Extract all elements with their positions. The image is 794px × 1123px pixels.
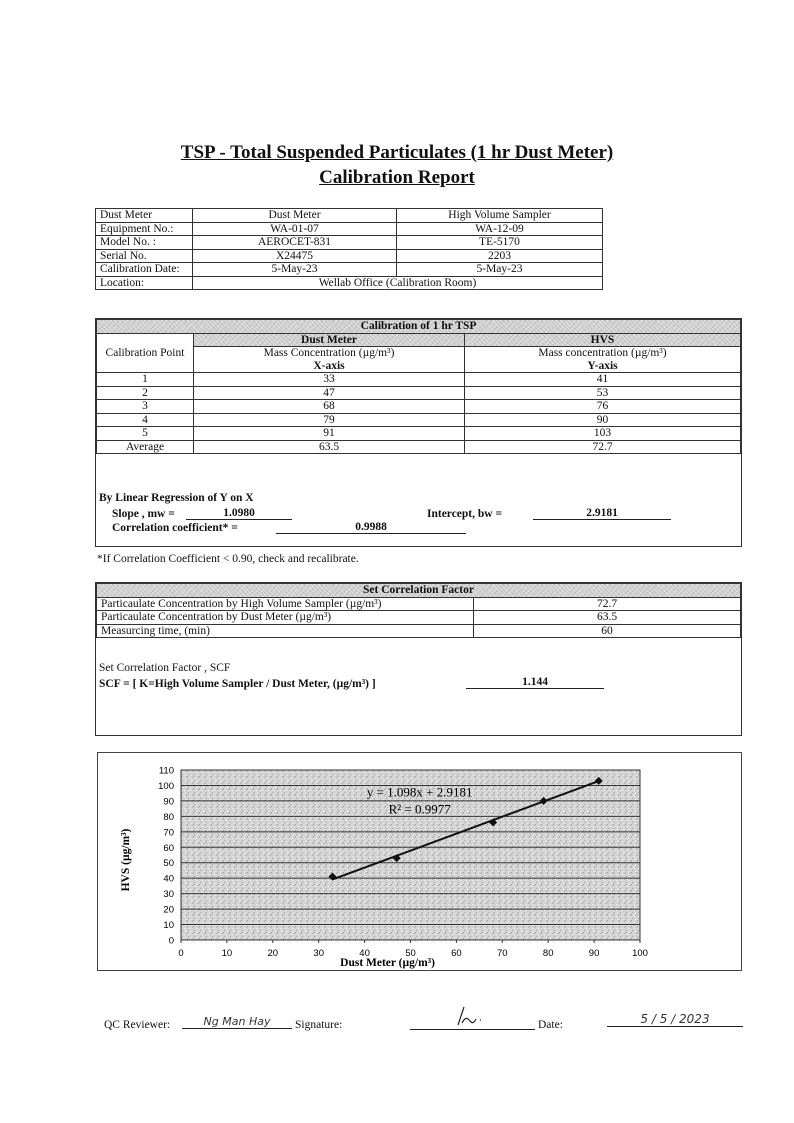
- report-title: TSP - Total Suspended Particulates (1 hr Dust Meter): [180, 142, 614, 163]
- equipment-label: Equipment No.:: [96, 222, 193, 236]
- dust-meter-header: Dust Meter: [194, 333, 465, 347]
- y-tick-label: 70: [163, 827, 174, 839]
- scf-row: [97, 624, 741, 638]
- hvs-axis-label: Y-axis: [465, 360, 741, 373]
- trendline-equation: y = 1.098x + 2.9181: [366, 784, 473, 800]
- y-axis-label: HVS (µg/m³): [120, 828, 132, 892]
- calibration-x: 47: [194, 386, 465, 400]
- scf-row-label: Particaulate Concentration by Dust Meter (µg/m³): [97, 611, 474, 625]
- scf-value: 1.144: [466, 676, 604, 689]
- x-tick-label: 50: [405, 948, 416, 959]
- location-value: Wellab Office (Calibration Room): [193, 276, 603, 290]
- scf-row-label: Measurcing time, (min): [97, 624, 474, 638]
- x-tick-label: 80: [542, 948, 554, 959]
- y-tick-label: 90: [163, 796, 174, 808]
- scf-table: [96, 583, 741, 638]
- calibration-point: 2: [97, 386, 194, 400]
- y-tick-label: 30: [163, 889, 174, 901]
- report-subtitle: Calibration Report: [319, 167, 475, 188]
- x-tick-label: 0: [178, 948, 184, 959]
- calibration-x: 79: [194, 413, 465, 427]
- reviewer-label: QC Reviewer:: [104, 1019, 171, 1031]
- calibration-point-header: Calibration Point: [97, 333, 194, 373]
- equipment-hvs-value: TE-5170: [397, 236, 603, 250]
- equipment-row: [96, 263, 603, 277]
- calibration-row: [97, 427, 741, 441]
- x-tick-label: 70: [497, 948, 508, 959]
- dust-axis-label: X-axis: [194, 360, 465, 373]
- equipment-table: [95, 208, 603, 290]
- equipment-hvs-value: 5-May-23: [397, 263, 603, 277]
- y-tick-label: 80: [163, 811, 174, 823]
- calibration-point: 3: [97, 400, 194, 414]
- date-value: 5 / 5 / 2023: [607, 1012, 743, 1027]
- scf-row-value: 72.7: [474, 597, 741, 611]
- scf-formula: SCF = [ K=High Volume Sampler / Dust Meter, (µg/m³) ]: [99, 678, 376, 690]
- equipment-label: Model No. :: [96, 236, 193, 250]
- scf-row: [97, 611, 741, 625]
- scf-row-value: 60: [474, 624, 741, 638]
- chart: [97, 752, 742, 972]
- equipment-label: Serial No.: [96, 249, 193, 263]
- calibration-y: 53: [465, 386, 741, 400]
- hvs-unit: Mass concentration (µg/m³): [465, 347, 741, 360]
- equipment-row: [96, 222, 603, 236]
- x-tick-label: 100: [632, 948, 648, 959]
- calibration-y: 76: [465, 400, 741, 414]
- calibration-point: 1: [97, 373, 194, 387]
- y-tick-label: 110: [158, 765, 174, 777]
- scf-title: Set Correlation Factor: [97, 584, 741, 598]
- calibration-row: [97, 373, 741, 387]
- slope-value: 1.0980: [186, 507, 292, 520]
- regression-heading: By Linear Regression of Y on X: [99, 492, 254, 504]
- equipment-dust-value: 5-May-23: [193, 263, 397, 277]
- equipment-label: Calibration Date:: [96, 263, 193, 277]
- average-label: Average: [97, 440, 194, 454]
- equipment-header-row: [96, 209, 603, 223]
- correlation-label: Correlation coefficient* =: [112, 522, 238, 534]
- calibration-point: 5: [97, 427, 194, 441]
- calibration-x: 91: [194, 427, 465, 441]
- equipment-row: [96, 249, 603, 263]
- r-squared-label: R² = 0.9977: [388, 801, 451, 817]
- average-y: 72.7: [465, 440, 741, 454]
- equipment-hvs-value: 2203: [397, 249, 603, 263]
- date-label: Date:: [538, 1019, 563, 1031]
- calibration-row: [97, 386, 741, 400]
- reviewer-name: Ng Man Hay: [182, 1015, 292, 1029]
- y-tick-label: 10: [163, 920, 174, 932]
- y-tick-label: 20: [163, 904, 174, 916]
- x-tick-label: 40: [359, 948, 370, 959]
- x-axis-label: Dust Meter (µg/m³): [340, 957, 435, 969]
- y-tick-label: 100: [158, 780, 174, 792]
- scf-row-value: 63.5: [474, 611, 741, 625]
- location-label: Location:: [96, 276, 193, 290]
- calibration-x: 68: [194, 400, 465, 414]
- calibration-x: 33: [194, 373, 465, 387]
- signature-label: Signature:: [295, 1019, 343, 1031]
- equipment-row: [96, 236, 603, 250]
- calibration-y: 41: [465, 373, 741, 387]
- handwritten-signature: [410, 1005, 535, 1029]
- equipment-hvs-value: WA-12-09: [397, 222, 603, 236]
- calibration-row: [97, 400, 741, 414]
- y-tick-label: 40: [163, 873, 174, 885]
- correlation-value: 0.9988: [276, 521, 466, 534]
- calibration-y: 90: [465, 413, 741, 427]
- equipment-dust-value: WA-01-07: [193, 222, 397, 236]
- equipment-header-cell: High Volume Sampler: [397, 209, 603, 223]
- equipment-header-cell: Dust Meter: [193, 209, 397, 223]
- calibration-average-row: [97, 440, 741, 454]
- equipment-dust-value: X24475: [193, 249, 397, 263]
- scf-row-label: Particaulate Concentration by High Volume Sampler (µg/m³): [97, 597, 474, 611]
- y-tick-label: 0: [168, 935, 174, 947]
- x-tick-label: 30: [313, 948, 324, 959]
- x-tick-label: 90: [588, 948, 600, 959]
- signature-line: [410, 1005, 535, 1030]
- calibration-row: [97, 413, 741, 427]
- equipment-location-row: [96, 276, 603, 290]
- intercept-label: Intercept, bw =: [427, 508, 503, 520]
- calibration-title: Calibration of 1 hr TSP: [97, 320, 741, 334]
- dust-unit: Mass Concentration (µg/m³): [194, 347, 465, 360]
- slope-label: Slope , mw =: [112, 508, 175, 520]
- y-tick-label: 50: [163, 858, 174, 870]
- equipment-dust-value: AEROCET-831: [193, 236, 397, 250]
- x-tick-label: 60: [451, 948, 462, 959]
- calibration-y: 103: [465, 427, 741, 441]
- intercept-value: 2.9181: [533, 507, 671, 520]
- y-tick-label: 60: [163, 842, 174, 854]
- hvs-header: HVS: [465, 333, 741, 347]
- x-tick-label: 20: [267, 948, 279, 959]
- equipment-header-cell: Dust Meter: [96, 209, 193, 223]
- scf-row: [97, 597, 741, 611]
- x-tick-label: 10: [221, 948, 233, 959]
- scf-heading: Set Correlation Factor , SCF: [99, 662, 231, 674]
- footnote: *If Correlation Coefficient < 0.90, check and recalibrate.: [97, 553, 359, 565]
- calibration-table: [96, 319, 741, 454]
- calibration-point: 4: [97, 413, 194, 427]
- average-x: 63.5: [194, 440, 465, 454]
